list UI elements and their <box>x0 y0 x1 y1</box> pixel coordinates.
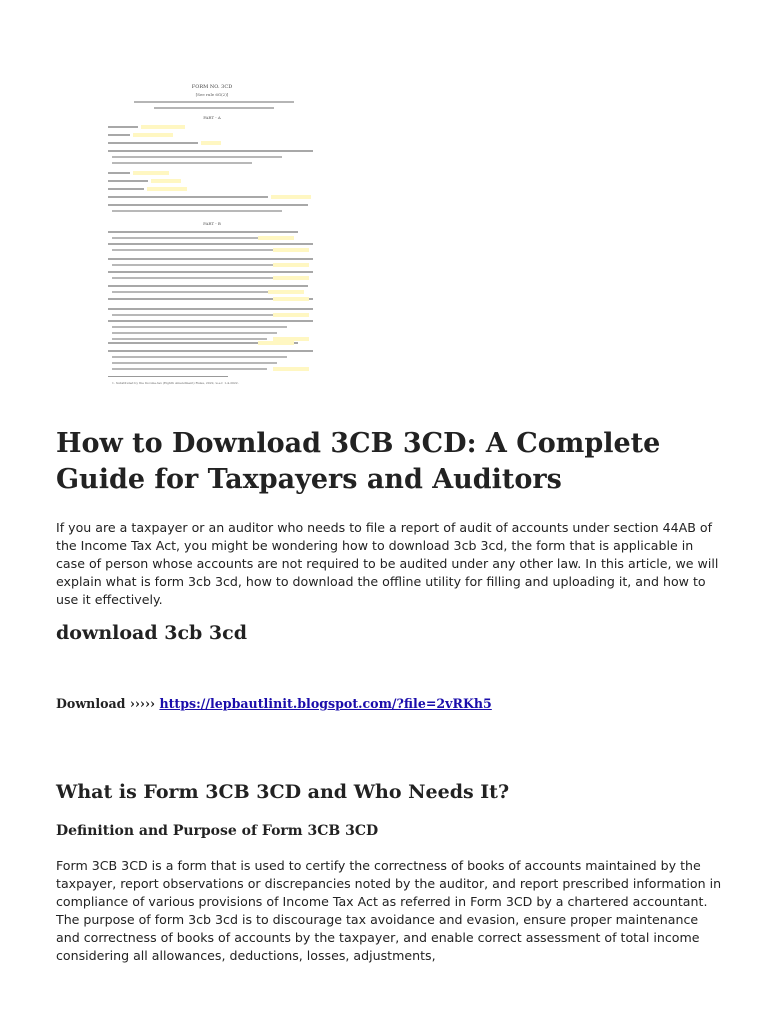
form-text-line <box>112 156 282 158</box>
form-text-line <box>108 204 308 206</box>
form-fill-highlight <box>147 187 187 191</box>
form-fill-highlight <box>273 263 309 267</box>
form-text-line <box>112 237 272 239</box>
subsection-heading: Definition and Purpose of Form 3CB 3CD <box>56 823 379 839</box>
form-fill-highlight <box>273 313 309 317</box>
form-text-line <box>134 101 294 103</box>
form-part-b: PART - B <box>203 221 221 226</box>
download-link[interactable]: https://lepbautlinit.blogspot.com/?file=2vRKh5 <box>159 696 492 711</box>
form-text-line <box>108 320 313 322</box>
download-label: Download <box>56 696 126 711</box>
form-fill-highlight <box>258 236 294 240</box>
article-title: How to Download 3CB 3CD: A Complete Guide for Taxpayers and Auditors <box>56 428 661 495</box>
form-text-line <box>112 249 287 251</box>
form-text-line <box>108 231 298 233</box>
form-fill-highlight <box>273 248 309 252</box>
form-text-line <box>112 368 267 370</box>
form-text-line <box>108 376 228 377</box>
form-fill-highlight <box>271 195 311 199</box>
definition-paragraph: Form 3CB 3CD is a form that is used to certify the correctness of books of accounts maintained by the taxpayer, report observations or discrepancies noted by the auditor, and report prescribed information in compliance of various provisions of Income Tax Act as referred in Form 3CD by a chartered accountant. The purpose of form 3cb 3cd is to discourage tax avoidance and evasion, ensure proper maintenance and correctness of books of accounts by the taxpayer, and enable correct assessment of total income considering all allowances, deductions, losses, adjustments, <box>56 858 722 963</box>
form-3cd-scan-drawing <box>108 80 330 392</box>
form-text-line <box>112 332 277 334</box>
form-fill-highlight <box>268 290 304 294</box>
form-text-line <box>108 188 144 190</box>
form-text-line <box>112 162 252 164</box>
form-text-line <box>108 350 313 352</box>
form-text-line <box>108 180 148 182</box>
form-text-line <box>108 172 130 174</box>
form-text-line <box>108 134 130 136</box>
form-subtitle: [See rule 6G(2)] <box>195 92 229 97</box>
form-fill-highlight <box>273 276 309 280</box>
form-footnote: 1. Substituted by the Income-tax (Eighth Amendment) Rules, 2022, w.e.f. 1-4-2022. <box>112 381 239 385</box>
form-text-lines <box>108 101 313 377</box>
form-3cd-scan-image <box>108 80 330 392</box>
form-text-line <box>108 308 313 310</box>
form-fill-highlight <box>258 341 294 345</box>
form-fill-highlight <box>273 297 309 301</box>
form-text-line <box>112 326 287 328</box>
form-text-line <box>112 264 287 266</box>
form-fill-highlight <box>141 125 185 129</box>
form-text-line <box>112 356 287 358</box>
form-text-line <box>112 338 267 340</box>
form-fill-highlight <box>133 171 169 175</box>
form-text-line <box>108 150 313 152</box>
form-fill-highlight <box>273 337 309 341</box>
form-text-line <box>108 142 198 144</box>
form-title: FORM NO. 3CD <box>191 84 233 90</box>
form-text-line <box>108 126 138 128</box>
form-text-line <box>112 291 282 293</box>
form-text-line <box>112 362 277 364</box>
form-part-a: PART - A <box>203 115 221 120</box>
form-fill-highlight <box>151 179 181 183</box>
form-fill-highlight <box>273 367 309 371</box>
form-text-line <box>108 196 268 198</box>
form-text-line <box>108 285 308 287</box>
keyword-heading: download 3cb 3cd <box>56 622 247 644</box>
form-text-line <box>108 258 313 260</box>
form-text-line <box>112 314 287 316</box>
form-text-line <box>108 271 313 273</box>
intro-paragraph: If you are a taxpayer or an auditor who needs to file a report of audit of accounts under section 44AB of the Income Tax Act, you might be wondering how to download 3cb 3cd, the form that is applicable in case of person whose accounts are not required to be audited under any other law. In this article, we will explain what is form 3cb 3cd, how to download the offline utility for filling and uploading it, and how to use it effectively. <box>56 520 719 607</box>
form-text-line <box>108 243 313 245</box>
section-heading: What is Form 3CB 3CD and Who Needs It? <box>56 781 510 803</box>
download-arrows: ››››› <box>129 696 156 711</box>
form-text-line <box>112 210 282 212</box>
form-fill-highlight <box>133 133 173 137</box>
form-fill-highlight <box>201 141 221 145</box>
form-text-line <box>154 107 274 109</box>
download-line <box>56 696 492 711</box>
form-text-line <box>112 277 287 279</box>
